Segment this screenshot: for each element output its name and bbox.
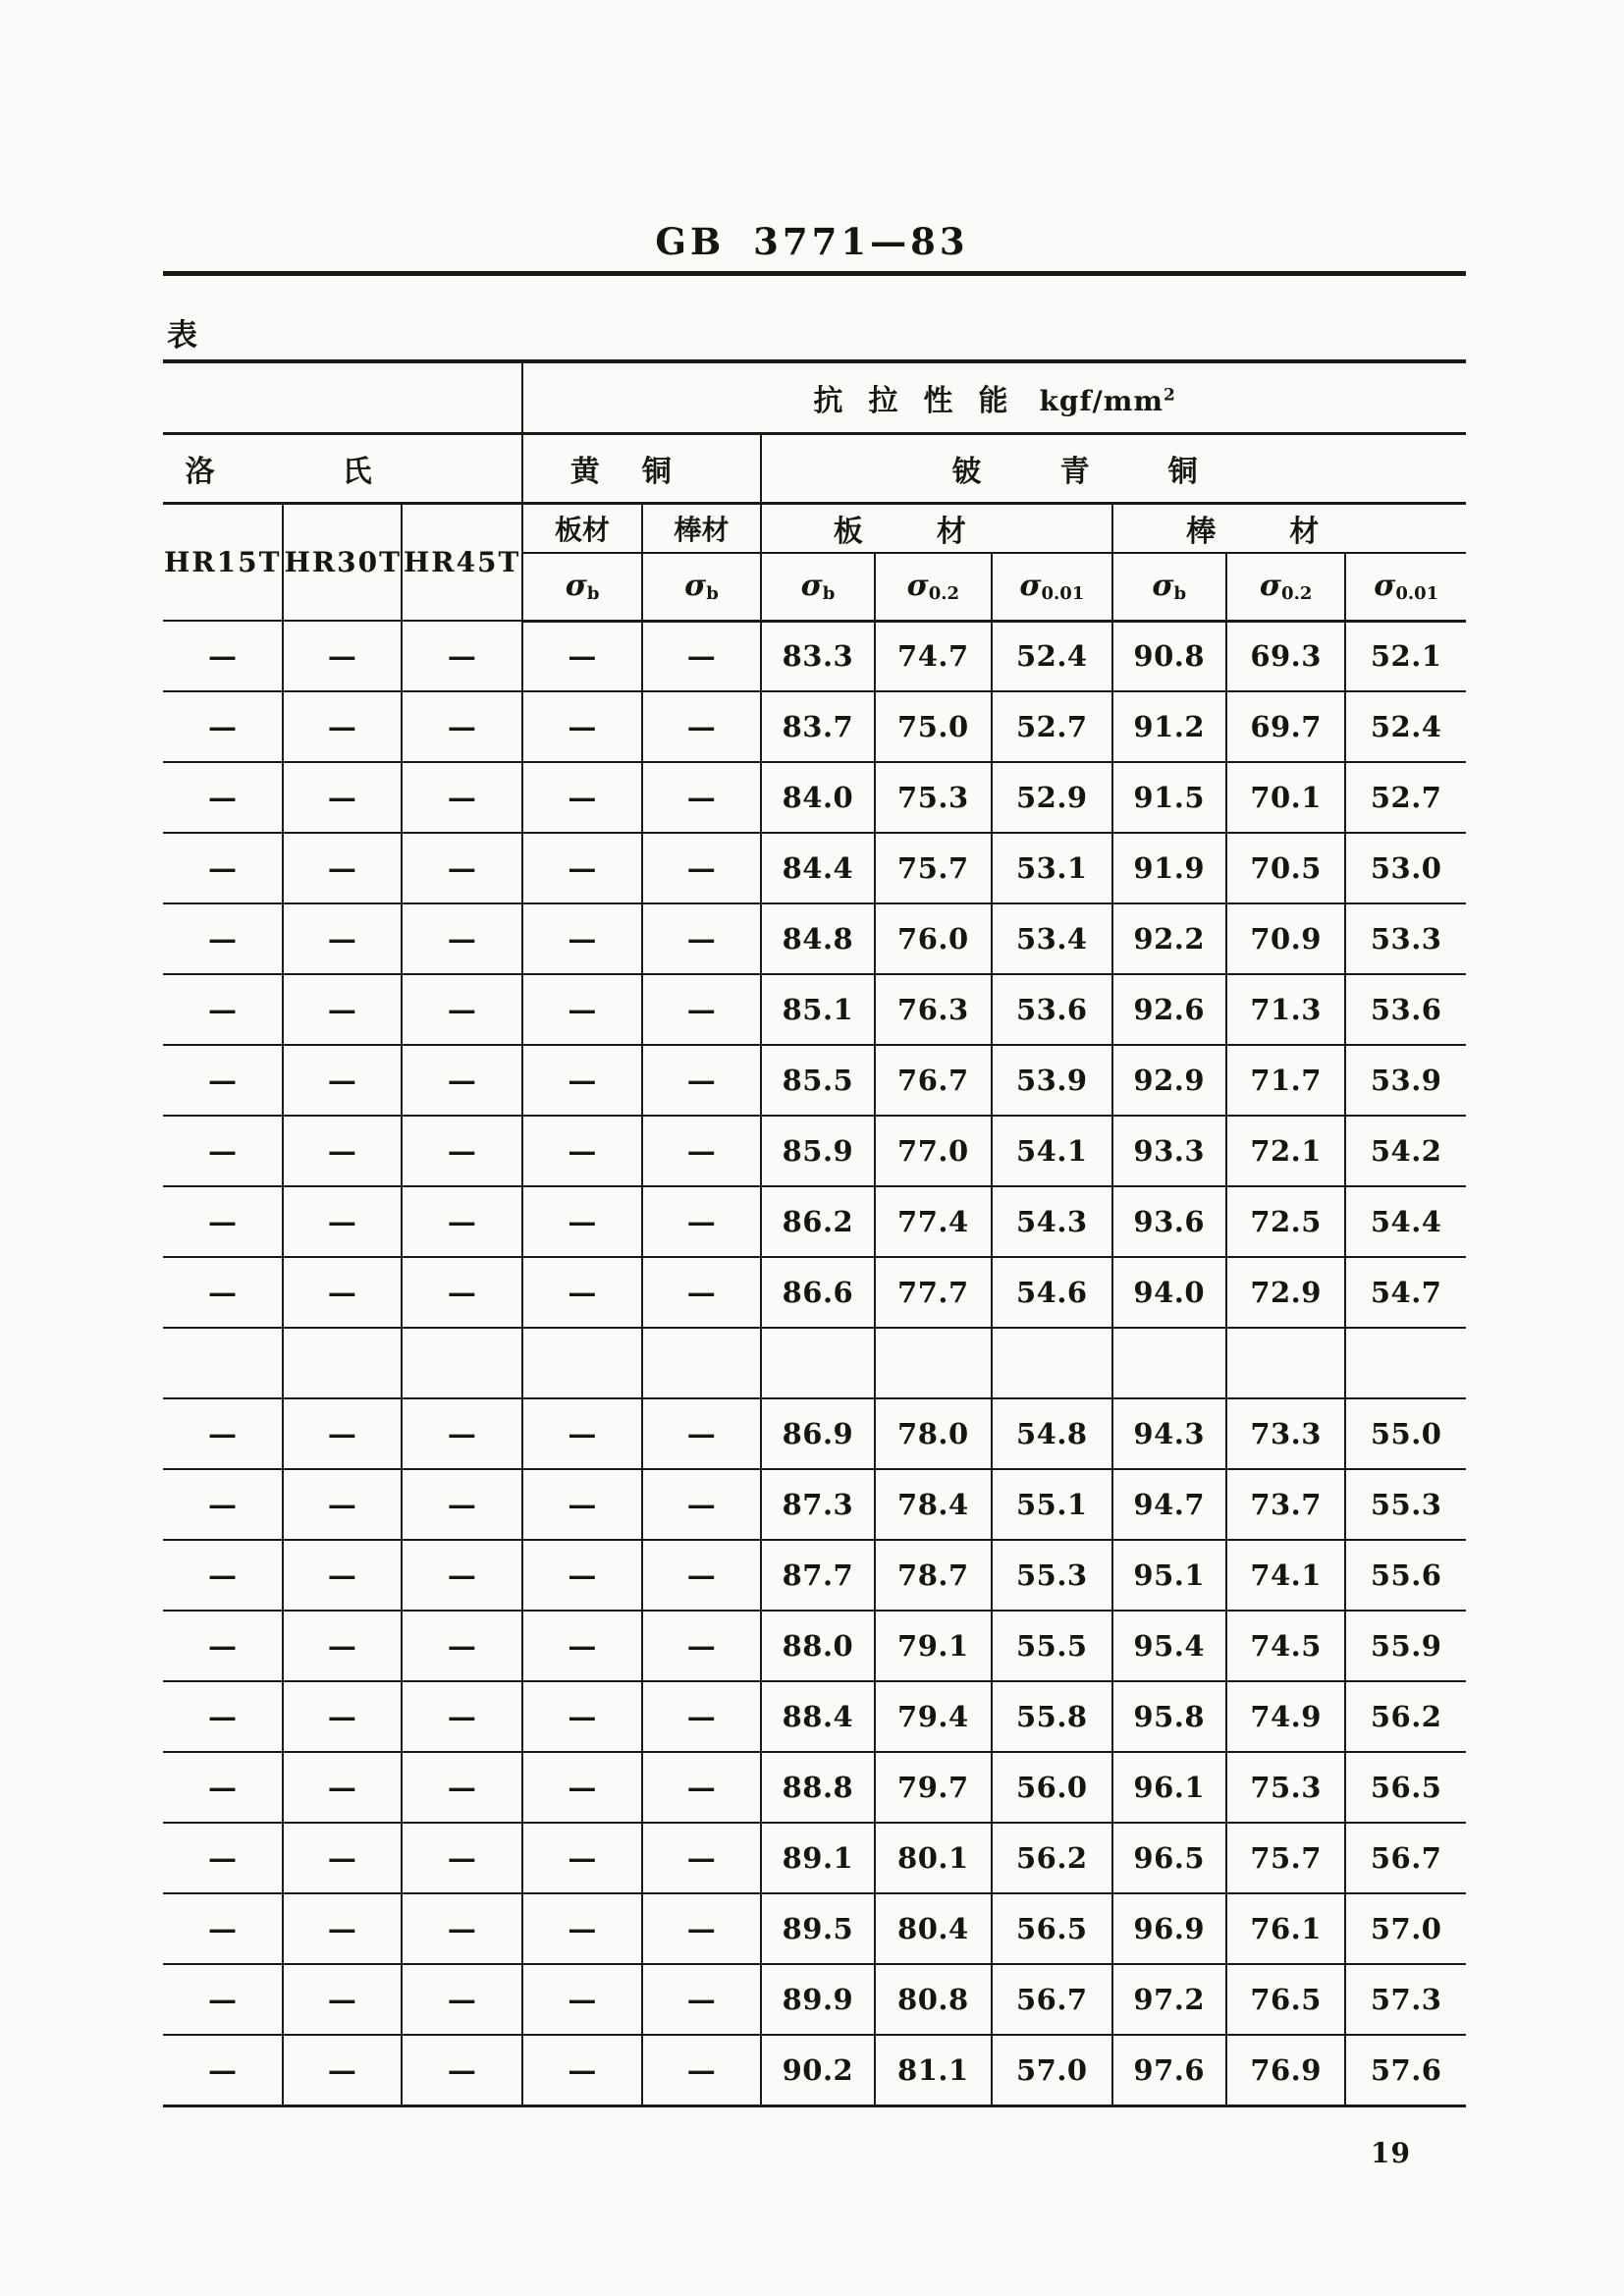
table-cell: — [402, 1752, 522, 1823]
table-cell: — [522, 762, 641, 833]
table-cell: — [402, 1045, 522, 1116]
table-cell: — [163, 1681, 283, 1752]
table-row [163, 762, 1466, 833]
table-cell: 56.0 [992, 1752, 1111, 1823]
table-row [163, 1964, 1466, 2035]
table-cell: — [402, 762, 522, 833]
table-cell: 57.0 [1345, 1893, 1466, 1964]
table-cell: 53.4 [992, 903, 1111, 974]
table-cell: 77.4 [875, 1186, 992, 1257]
table-cell: 85.5 [761, 1045, 874, 1116]
table-cell: — [642, 1540, 761, 1611]
table-cell: 97.6 [1112, 2035, 1226, 2105]
table-row [163, 1116, 1466, 1186]
beryllium-bronze-group-header: 铍青铜 [761, 433, 1466, 503]
table-cell: — [402, 1681, 522, 1752]
table-cell: — [283, 833, 401, 903]
table-cell: 72.5 [1226, 1186, 1345, 1257]
table-cell: 80.8 [875, 1964, 992, 2035]
table-cell: 91.2 [1112, 691, 1226, 762]
table-cell: — [402, 1186, 522, 1257]
column-header-sigma-b: σb [1112, 553, 1226, 621]
rockwell-group-header: 洛氏 [163, 433, 522, 503]
beryllium-rod-header: 棒材 [1112, 503, 1466, 553]
table-cell: 72.1 [1226, 1116, 1345, 1186]
table-cell: 70.1 [1226, 762, 1345, 833]
table-cell: 77.0 [875, 1116, 992, 1186]
column-header-sigma-02: σ0.2 [875, 553, 992, 621]
brass-sheet-header: 板材 [522, 503, 641, 553]
table-cell: 55.9 [1345, 1611, 1466, 1681]
table-cell: — [402, 1469, 522, 1540]
table-cell [761, 1328, 874, 1398]
table-cell: — [522, 1186, 641, 1257]
table-cell: — [283, 1469, 401, 1540]
table-row [163, 1045, 1466, 1116]
table-header [163, 361, 1466, 621]
column-header-hr45t: HR45T [402, 503, 522, 621]
table-cell: 53.9 [992, 1045, 1111, 1116]
table-cell: — [522, 1116, 641, 1186]
table-cell: 76.5 [1226, 1964, 1345, 2035]
table-cell: — [163, 691, 283, 762]
table-cell: — [283, 1540, 401, 1611]
table-cell: — [642, 762, 761, 833]
table-cell: — [402, 974, 522, 1045]
table-cell: — [522, 974, 641, 1045]
table-cell: — [402, 1964, 522, 2035]
table-cell: 95.8 [1112, 1681, 1226, 1752]
table-cell [992, 1328, 1111, 1398]
table-cell: 70.5 [1226, 833, 1345, 903]
table-cell: 55.1 [992, 1469, 1111, 1540]
table-cell: 73.3 [1226, 1398, 1345, 1469]
table-cell: — [163, 1257, 283, 1328]
table-row [163, 974, 1466, 1045]
table-cell: 97.2 [1112, 1964, 1226, 2035]
table-cell: 88.8 [761, 1752, 874, 1823]
table-cell: — [163, 1469, 283, 1540]
brass-group-header: 黄铜 [522, 433, 761, 503]
table-cell: 56.2 [1345, 1681, 1466, 1752]
table-cell: — [522, 691, 641, 762]
column-header-sigma-001: σ0.01 [992, 553, 1111, 621]
table-cell [522, 1328, 641, 1398]
table-cell: — [522, 621, 641, 691]
table-cell: — [642, 2035, 761, 2105]
column-header-sigma-001: σ0.01 [1345, 553, 1466, 621]
tensile-unit-label: kgf/$mm^2$ [1039, 384, 1176, 417]
table-cell: — [522, 1469, 641, 1540]
table-cell: 55.5 [992, 1611, 1111, 1681]
table-cell: 92.6 [1112, 974, 1226, 1045]
table-cell: 80.1 [875, 1823, 992, 1893]
table-cell: — [402, 621, 522, 691]
spacer-row [163, 1328, 1466, 1398]
table-cell: 56.7 [1345, 1823, 1466, 1893]
table-row [163, 1681, 1466, 1752]
table-row [163, 691, 1466, 762]
table-cell: — [283, 1045, 401, 1116]
table-cell: 52.4 [1345, 691, 1466, 762]
table-cell: 94.3 [1112, 1398, 1226, 1469]
table-cell: 93.6 [1112, 1186, 1226, 1257]
table-row [163, 1186, 1466, 1257]
table-cell: 56.5 [992, 1893, 1111, 1964]
table-cell: — [642, 1469, 761, 1540]
table-cell: — [163, 1116, 283, 1186]
table-cell: 87.3 [761, 1469, 874, 1540]
table-cell: — [283, 1893, 401, 1964]
table-cell: 96.9 [1112, 1893, 1226, 1964]
table-cell [402, 1328, 522, 1398]
table-cell: — [283, 1752, 401, 1823]
table-row [163, 2035, 1466, 2105]
table-cell: 80.4 [875, 1893, 992, 1964]
table-cell: 55.3 [1345, 1469, 1466, 1540]
table-cell [163, 1328, 283, 1398]
table-cell: 53.1 [992, 833, 1111, 903]
table-cell: 74.1 [1226, 1540, 1345, 1611]
table-cell: — [642, 1752, 761, 1823]
table-cell: 89.1 [761, 1823, 874, 1893]
table-cell: — [283, 621, 401, 691]
blank-header-cell [163, 361, 522, 433]
table-cell: — [642, 903, 761, 974]
table-cell: 79.1 [875, 1611, 992, 1681]
table-cell [1345, 1328, 1466, 1398]
table-cell: — [642, 691, 761, 762]
table-cell: 57.6 [1345, 2035, 1466, 2105]
table-cell: 56.7 [992, 1964, 1111, 2035]
table-row [163, 1469, 1466, 1540]
table-cell: 54.2 [1345, 1116, 1466, 1186]
table-cell: — [402, 1257, 522, 1328]
hardness-conversion-table [163, 359, 1466, 2107]
table-cell: — [522, 1257, 641, 1328]
table-cell: 79.4 [875, 1681, 992, 1752]
table-cell: 55.6 [1345, 1540, 1466, 1611]
table-cell: — [163, 1186, 283, 1257]
table-cell: — [402, 1893, 522, 1964]
table-cell: — [402, 1611, 522, 1681]
table-cell: 54.1 [992, 1116, 1111, 1186]
table-cell: — [163, 2035, 283, 2105]
table-cell: 52.1 [1345, 621, 1466, 691]
table-cell: 84.0 [761, 762, 874, 833]
table-cell: 55.8 [992, 1681, 1111, 1752]
table-cell: 96.5 [1112, 1823, 1226, 1893]
table-cell: 53.6 [1345, 974, 1466, 1045]
table-cell: 91.9 [1112, 833, 1226, 903]
table-cell: — [283, 1964, 401, 2035]
table-cell: — [283, 1611, 401, 1681]
table-cell: — [283, 903, 401, 974]
table-cell [1226, 1328, 1345, 1398]
table-cell: 89.5 [761, 1893, 874, 1964]
table-cell: 55.3 [992, 1540, 1111, 1611]
table-cell: — [402, 1823, 522, 1893]
table-row [163, 1398, 1466, 1469]
beryllium-sheet-header: 板材 [761, 503, 1111, 553]
table-cell: — [283, 1257, 401, 1328]
table-cell: 57.0 [992, 2035, 1111, 2105]
table-cell: — [163, 1611, 283, 1681]
table-cell: — [522, 1893, 641, 1964]
table-cell: — [642, 1257, 761, 1328]
table-row [163, 1611, 1466, 1681]
table-cell: — [522, 1045, 641, 1116]
table-cell: 52.4 [992, 621, 1111, 691]
table-cell: — [642, 1186, 761, 1257]
table-cell: 89.9 [761, 1964, 874, 2035]
table-cell: 71.7 [1226, 1045, 1345, 1116]
column-header-sigma-b: σb [642, 553, 761, 621]
table-cell: — [283, 691, 401, 762]
column-header-sigma-b: σb [761, 553, 874, 621]
tensile-properties-label: 抗拉性能 [813, 383, 1034, 418]
table-cell: — [642, 1964, 761, 2035]
table-cell: 57.3 [1345, 1964, 1466, 2035]
table-cell: 72.9 [1226, 1257, 1345, 1328]
table-cell: 56.2 [992, 1823, 1111, 1893]
table-cell: 69.7 [1226, 691, 1345, 762]
table-cell: 70.9 [1226, 903, 1345, 974]
table-cell: 76.0 [875, 903, 992, 974]
table-cell: 75.3 [1226, 1752, 1345, 1823]
table-cell: — [522, 1681, 641, 1752]
table-cell: 76.1 [1226, 1893, 1345, 1964]
table-cell: 52.7 [992, 691, 1111, 762]
table-cell: 56.5 [1345, 1752, 1466, 1823]
table-cell: 86.2 [761, 1186, 874, 1257]
table-cell: — [163, 621, 283, 691]
table-label: 表 [167, 318, 197, 354]
table-cell [642, 1328, 761, 1398]
table-cell: 81.1 [875, 2035, 992, 2105]
table-cell: 78.4 [875, 1469, 992, 1540]
table-cell: 78.7 [875, 1540, 992, 1611]
table-cell: 55.0 [1345, 1398, 1466, 1469]
table-cell: 78.0 [875, 1398, 992, 1469]
table-cell: 73.7 [1226, 1469, 1345, 1540]
table-cell: — [642, 833, 761, 903]
table-cell: 83.7 [761, 691, 874, 762]
column-header-hr15t: HR15T [163, 503, 283, 621]
page-number: 19 [1371, 2137, 1411, 2169]
table-row [163, 1893, 1466, 1964]
table-cell [283, 1328, 401, 1398]
table-cell: — [163, 1964, 283, 2035]
table-cell: 94.0 [1112, 1257, 1226, 1328]
table-cell: 90.8 [1112, 621, 1226, 691]
table-cell: — [163, 1752, 283, 1823]
table-cell: — [402, 691, 522, 762]
table-cell: — [642, 1681, 761, 1752]
table-cell: — [402, 833, 522, 903]
table-cell: — [163, 1823, 283, 1893]
table-cell: — [163, 903, 283, 974]
table-cell: — [522, 1611, 641, 1681]
table-cell: — [522, 1752, 641, 1823]
table-cell: — [642, 1045, 761, 1116]
table-row [163, 1823, 1466, 1893]
table-cell: — [283, 1823, 401, 1893]
table-cell: 54.7 [1345, 1257, 1466, 1328]
table-cell: — [283, 1681, 401, 1752]
header-row-tensile [163, 361, 1466, 433]
table-cell: 75.0 [875, 691, 992, 762]
table-cell: — [402, 1540, 522, 1611]
table-cell [875, 1328, 992, 1398]
table-cell: — [283, 1398, 401, 1469]
table-cell: 71.3 [1226, 974, 1345, 1045]
table-body [163, 621, 1466, 2105]
table-cell: 75.7 [1226, 1823, 1345, 1893]
table-row [163, 833, 1466, 903]
table-cell: 75.7 [875, 833, 992, 903]
table-cell: 54.6 [992, 1257, 1111, 1328]
table-cell: 85.1 [761, 974, 874, 1045]
table-cell: 91.5 [1112, 762, 1226, 833]
table-cell: 83.3 [761, 621, 874, 691]
table-cell: — [642, 1893, 761, 1964]
table-cell: 88.4 [761, 1681, 874, 1752]
table-cell: 74.7 [875, 621, 992, 691]
header-row-product-forms [163, 503, 1466, 553]
table-cell: 76.3 [875, 974, 992, 1045]
table-cell: 54.4 [1345, 1186, 1466, 1257]
table-cell: — [163, 1045, 283, 1116]
table-cell: 76.7 [875, 1045, 992, 1116]
table-cell: 86.9 [761, 1398, 874, 1469]
table-cell: — [522, 903, 641, 974]
table-row [163, 1257, 1466, 1328]
table-cell: — [402, 1116, 522, 1186]
table-cell [1112, 1328, 1226, 1398]
header-rule [163, 271, 1466, 276]
table-cell: — [402, 1398, 522, 1469]
table-cell: — [642, 1611, 761, 1681]
table-cell: 84.4 [761, 833, 874, 903]
table-cell: — [283, 762, 401, 833]
table-cell: — [522, 833, 641, 903]
table-cell: — [163, 833, 283, 903]
table-cell: — [522, 1540, 641, 1611]
table-cell: 94.7 [1112, 1469, 1226, 1540]
table-cell: 53.6 [992, 974, 1111, 1045]
table-cell: 69.3 [1226, 621, 1345, 691]
table-cell: 79.7 [875, 1752, 992, 1823]
table-cell: 88.0 [761, 1611, 874, 1681]
table-cell: 92.2 [1112, 903, 1226, 974]
table-cell: — [642, 1116, 761, 1186]
column-header-sigma-b: σb [522, 553, 641, 621]
table-cell: — [163, 1398, 283, 1469]
table-cell: — [402, 2035, 522, 2105]
table-cell: 75.3 [875, 762, 992, 833]
table-cell: — [642, 1398, 761, 1469]
table-cell: 92.9 [1112, 1045, 1226, 1116]
table-row [163, 1752, 1466, 1823]
table-cell: 95.4 [1112, 1611, 1226, 1681]
table-row [163, 621, 1466, 691]
table-cell: 77.7 [875, 1257, 992, 1328]
header-row-groups [163, 433, 1466, 503]
table-cell: 85.9 [761, 1116, 874, 1186]
table-cell: — [522, 1964, 641, 2035]
table-cell: — [163, 974, 283, 1045]
table-cell: — [283, 2035, 401, 2105]
table-cell: — [402, 903, 522, 974]
table-cell: 54.8 [992, 1398, 1111, 1469]
table-cell: — [283, 974, 401, 1045]
table-cell: 52.7 [1345, 762, 1466, 833]
table-cell: — [163, 1893, 283, 1964]
table-cell: — [522, 1398, 641, 1469]
table-cell: 76.9 [1226, 2035, 1345, 2105]
table-cell: 53.0 [1345, 833, 1466, 903]
table-cell: 74.5 [1226, 1611, 1345, 1681]
table-cell: — [522, 2035, 641, 2105]
table-cell: — [283, 1186, 401, 1257]
tensile-properties-header [522, 361, 1466, 433]
column-header-sigma-02: σ0.2 [1226, 553, 1345, 621]
brass-rod-header: 棒材 [642, 503, 761, 553]
table-cell: 53.9 [1345, 1045, 1466, 1116]
table-cell: 90.2 [761, 2035, 874, 2105]
table-cell: 54.3 [992, 1186, 1111, 1257]
table-cell: — [163, 1540, 283, 1611]
table-cell: 87.7 [761, 1540, 874, 1611]
table-cell: — [522, 1823, 641, 1893]
column-header-hr30t: HR30T [283, 503, 401, 621]
table-cell: — [642, 974, 761, 1045]
table-cell: 52.9 [992, 762, 1111, 833]
table-cell: 95.1 [1112, 1540, 1226, 1611]
table-cell: — [283, 1116, 401, 1186]
standard-number-title: GB 3771—83 [655, 220, 969, 263]
table-row [163, 903, 1466, 974]
table-cell: 74.9 [1226, 1681, 1345, 1752]
table-row [163, 1540, 1466, 1611]
table-cell: — [642, 621, 761, 691]
table-cell: — [163, 762, 283, 833]
table-cell: 93.3 [1112, 1116, 1226, 1186]
table-cell: 96.1 [1112, 1752, 1226, 1823]
table-cell: 86.6 [761, 1257, 874, 1328]
table-cell: 53.3 [1345, 903, 1466, 974]
table-cell: 84.8 [761, 903, 874, 974]
table-cell: — [642, 1823, 761, 1893]
